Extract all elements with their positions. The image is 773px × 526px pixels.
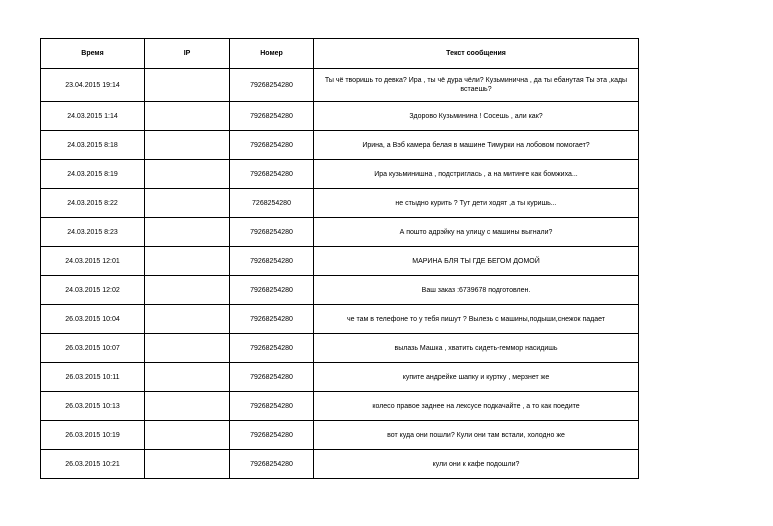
- cell-number: 79268254280: [230, 160, 314, 189]
- table-row: [41, 160, 639, 189]
- cell-ip: [145, 247, 230, 276]
- cell-number: 79268254280: [230, 421, 314, 450]
- cell-ip: [145, 131, 230, 160]
- cell-time: 24.03.2015 12:02: [41, 276, 145, 305]
- table-row: [41, 392, 639, 421]
- table-row: [41, 69, 639, 102]
- table-row: [41, 450, 639, 479]
- cell-message: Ты чё творишь то девка? Ира , ты чё дура чёли? Кузьминична , да ты ебанутая Ты эта ,кады встаешь?: [314, 69, 639, 102]
- cell-message: че там в телефоне то у тебя пишут ? Вылезь с машины,подыши,снежок падает: [314, 305, 639, 334]
- header-number: Номер: [230, 39, 314, 69]
- table-row: [41, 305, 639, 334]
- header-row: [41, 39, 639, 69]
- cell-time: 26.03.2015 10:13: [41, 392, 145, 421]
- cell-number: 79268254280: [230, 69, 314, 102]
- cell-time: 23.04.2015 19:14: [41, 69, 145, 102]
- cell-number: 7268254280: [230, 189, 314, 218]
- cell-message: колесо правое заднее на лексусе подкачайте , а то как поедите: [314, 392, 639, 421]
- header-ip: IP: [145, 39, 230, 69]
- cell-time: 24.03.2015 8:19: [41, 160, 145, 189]
- cell-message: А пошто адрэйку на улицу с машины выгнали?: [314, 218, 639, 247]
- table-row: [41, 189, 639, 218]
- cell-message: купите андрейке шапку и куртку , мерзнет же: [314, 363, 639, 392]
- table-header: [41, 39, 639, 69]
- cell-number: 79268254280: [230, 131, 314, 160]
- table-body: [41, 69, 639, 479]
- cell-number: 79268254280: [230, 102, 314, 131]
- cell-message: вылазь Машка , хватить сидеть-геммор насидишь: [314, 334, 639, 363]
- cell-number: 79268254280: [230, 247, 314, 276]
- cell-message: вот куда они пошли? Кули они там встали, холодно же: [314, 421, 639, 450]
- cell-number: 79268254280: [230, 450, 314, 479]
- cell-message: Ирина, а Вэб камера белая в машине Тимурки на лобовом помогает?: [314, 131, 639, 160]
- cell-message: Здорово Кузьминина ! Сосешь , али как?: [314, 102, 639, 131]
- header-time: Время: [41, 39, 145, 69]
- cell-time: 26.03.2015 10:04: [41, 305, 145, 334]
- cell-message: Ира кузьминишна , подстриглась , а на митинге как бомжиха...: [314, 160, 639, 189]
- cell-ip: [145, 392, 230, 421]
- cell-ip: [145, 102, 230, 131]
- cell-time: 24.03.2015 8:23: [41, 218, 145, 247]
- cell-time: 24.03.2015 1:14: [41, 102, 145, 131]
- table-row: [41, 421, 639, 450]
- header-message: Текст сообщения: [314, 39, 639, 69]
- cell-time: 24.03.2015 8:22: [41, 189, 145, 218]
- cell-message: кули они к кафе подошли?: [314, 450, 639, 479]
- cell-number: 79268254280: [230, 392, 314, 421]
- table-row: [41, 247, 639, 276]
- cell-ip: [145, 334, 230, 363]
- cell-number: 79268254280: [230, 276, 314, 305]
- cell-message: МАРИНА БЛЯ ТЫ ГДЕ БЕГОМ ДОМОЙ: [314, 247, 639, 276]
- cell-message: Ваш заказ :6739678 подготовлен.: [314, 276, 639, 305]
- cell-ip: [145, 160, 230, 189]
- cell-message: не стыдно курить ? Тут дети ходят ,а ты куришь...: [314, 189, 639, 218]
- cell-time: 26.03.2015 10:21: [41, 450, 145, 479]
- cell-ip: [145, 421, 230, 450]
- messages-table: [40, 38, 639, 479]
- cell-number: 79268254280: [230, 218, 314, 247]
- cell-ip: [145, 69, 230, 102]
- table-row: [41, 363, 639, 392]
- cell-time: 26.03.2015 10:07: [41, 334, 145, 363]
- cell-ip: [145, 276, 230, 305]
- cell-ip: [145, 305, 230, 334]
- cell-time: 26.03.2015 10:19: [41, 421, 145, 450]
- table-row: [41, 131, 639, 160]
- table-row: [41, 218, 639, 247]
- cell-ip: [145, 218, 230, 247]
- cell-number: 79268254280: [230, 305, 314, 334]
- cell-number: 79268254280: [230, 334, 314, 363]
- table-row: [41, 276, 639, 305]
- cell-ip: [145, 450, 230, 479]
- cell-time: 26.03.2015 10:11: [41, 363, 145, 392]
- cell-time: 24.03.2015 8:18: [41, 131, 145, 160]
- cell-ip: [145, 363, 230, 392]
- cell-time: 24.03.2015 12:01: [41, 247, 145, 276]
- table-row: [41, 102, 639, 131]
- cell-ip: [145, 189, 230, 218]
- cell-number: 79268254280: [230, 363, 314, 392]
- table-row: [41, 334, 639, 363]
